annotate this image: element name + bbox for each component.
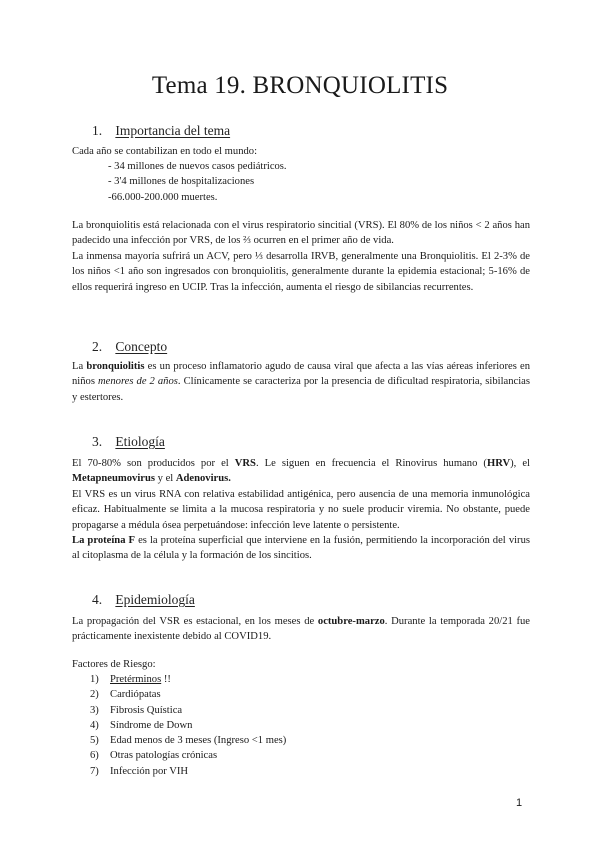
text-run: . Clínicamente se caracteriza por la presencia de dificultad respiratoria, sibilancias y estertores. bbox=[72, 376, 530, 403]
importancia-paragraph-2: La inmensa mayoría sufrirá un ACV, pero ⅓ desarrolla IRVB, generalmente una Bronquiolitis. El 2-3% de los niños <1 año son ingresados con bronquiolitis, generalmente durante la epidemia estacional; 5-16% de ellos requerirá ingreso en UCIP. Tras la infección, aumenta el riesgo de sibilancias recurrentes. bbox=[72, 251, 530, 293]
section-label: Concepto bbox=[115, 339, 168, 354]
etiologia-paragraph-1 bbox=[72, 456, 530, 487]
text-run: es un proceso inflamatorio agudo de causa viral que afecta a las vías aéreas inferiores en niños bbox=[72, 361, 530, 388]
bold-term: Adenovirus. bbox=[175, 473, 231, 485]
bold-term: bronquiolitis bbox=[86, 361, 145, 372]
list-number: 4) bbox=[90, 719, 99, 731]
section-number: 4. bbox=[92, 592, 103, 607]
text-run: y el bbox=[154, 473, 176, 485]
list-number: 6) bbox=[90, 750, 99, 762]
list-text: Cardiópatas bbox=[110, 689, 161, 701]
concepto-paragraph bbox=[72, 359, 530, 405]
section-heading-importancia bbox=[92, 123, 230, 139]
list-item bbox=[90, 748, 286, 763]
etiologia-paragraph-3 bbox=[72, 533, 530, 564]
list-number: 1) bbox=[90, 674, 99, 685]
list-text: Fibrosis Quística bbox=[110, 704, 183, 716]
page-title: Tema 19. BRONQUIOLITIS bbox=[151, 72, 449, 99]
list-text: Otras patologías crónicas bbox=[110, 750, 218, 762]
list-item bbox=[90, 687, 286, 702]
text-run: ), el bbox=[510, 458, 530, 469]
list-text: Pretérminos bbox=[110, 674, 162, 685]
list-item bbox=[90, 733, 286, 748]
list-number: 7) bbox=[90, 765, 99, 777]
etiologia-paragraph-2: El VRS es un virus RNA con relativa estabilidad antigénica, pero ausencia de una memoria inmunológica eficaz. Habitualmente se limita a la mucosa respiratoria y no suele producir viremia. No obstante, puede propagarse a médula ósea perpetuándose: infección leve latente o persistente. bbox=[72, 489, 530, 531]
bold-term: VRS bbox=[234, 458, 256, 469]
list-extra: !! bbox=[161, 674, 171, 685]
section-label: Etiología bbox=[115, 434, 165, 449]
section-heading-epidemiologia bbox=[92, 592, 195, 608]
list-item: - 3'4 millones de hospitalizaciones bbox=[108, 176, 255, 188]
list-item bbox=[90, 703, 286, 718]
importancia-intro: Cada año se contabilizan en todo el mundo: bbox=[72, 146, 258, 157]
list-text: Infección por VIH bbox=[110, 765, 189, 777]
section-number: 3. bbox=[92, 434, 103, 449]
bold-term: La proteína F bbox=[72, 535, 136, 546]
list-item bbox=[90, 672, 286, 687]
section-label: Epidemiología bbox=[115, 592, 195, 607]
importancia-bullet-list bbox=[108, 159, 287, 205]
section-number: 1. bbox=[92, 123, 103, 138]
epidemiologia-paragraph bbox=[72, 614, 530, 645]
text-run: El 70-80% son producidos por el bbox=[72, 458, 235, 469]
bold-term: HRV bbox=[486, 458, 511, 469]
page-number: 1 bbox=[516, 797, 523, 809]
section-number: 2. bbox=[92, 339, 103, 354]
factores-title: Factores de Riesgo: bbox=[72, 659, 156, 670]
list-item bbox=[90, 718, 286, 733]
text-run: . Durante la temporada 20/21 fue prácticamente inexistente debido al COVID19. bbox=[72, 616, 530, 643]
text-run: es la proteína superficial que interviene en la fusión, permitiendo la incorporación del virus al citoplasma de la célula y la formación de los sincitios. bbox=[72, 535, 531, 562]
importancia-paragraph-1: La bronquiolitis está relacionada con el virus respiratorio sincitial (VRS). El 80% de los niños < 2 años han padecido una infección por VRS, de los ⅔ ocurren en el primer año de vida. bbox=[72, 220, 530, 247]
section-label: Importancia del tema bbox=[115, 123, 231, 138]
text-run: La propagación del VSR es estacional, en los meses de bbox=[72, 616, 318, 627]
list-item: - 34 millones de nuevos casos pediátricos. bbox=[108, 161, 287, 172]
list-item bbox=[90, 764, 286, 779]
text-run: . Le siguen en frecuencia el Rinovirus humano ( bbox=[255, 458, 487, 469]
section-heading-concepto bbox=[92, 339, 167, 355]
text-run: La bbox=[72, 361, 87, 372]
bold-term: octubre-marzo bbox=[317, 616, 385, 627]
section-heading-etiologia bbox=[92, 434, 165, 450]
list-text: Edad menos de 3 meses (Ingreso <1 mes) bbox=[110, 735, 287, 747]
list-number: 5) bbox=[90, 735, 99, 747]
bold-term: Metapneumovirus bbox=[72, 473, 155, 485]
list-item: -66.000-200.000 muertes. bbox=[108, 191, 218, 203]
factores-list bbox=[90, 672, 286, 779]
list-number: 3) bbox=[90, 704, 99, 716]
list-number: 2) bbox=[90, 689, 99, 701]
list-text: Síndrome de Down bbox=[110, 719, 193, 731]
italic-term: menores de 2 años bbox=[98, 376, 178, 388]
